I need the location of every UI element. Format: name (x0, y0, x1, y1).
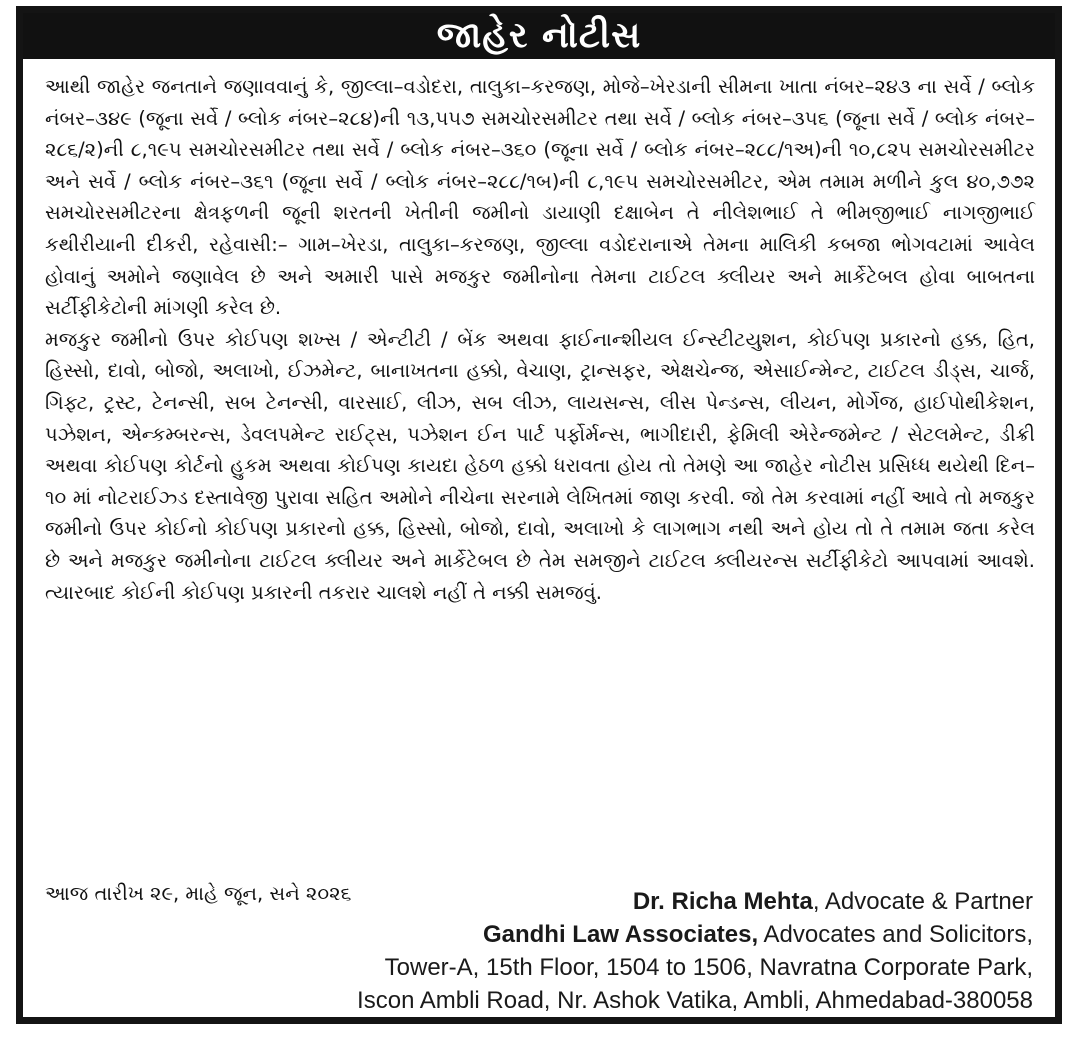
signatory-name: Dr. Richa Mehta (632, 888, 813, 915)
notice-body (45, 71, 1035, 608)
notice-header (23, 13, 1055, 59)
firm-description: Advocates and Solicitors, (758, 921, 1033, 948)
address-line-1: Tower-A, 15th Floor, 1504 to 1506, Navratna Corporate Park, (384, 954, 1033, 981)
signatory-role: , Advocate & Partner (812, 888, 1033, 915)
signature-block (357, 885, 1033, 1017)
firm-name: Gandhi Law Associates, (482, 921, 759, 948)
notice-title: જાહેર નોટીસ (436, 15, 642, 56)
notice-paragraph-2: મજકુર જમીનો ઉપર કોઈપણ શખ્સ / એન્ટીટી / બેંક અથવા ફાઈનાન્શીયલ ઈન્સ્ટીટયુશન, કોઈપણ પ્રકારનો હક્ક, હિત, હિસ્સો, દાવો, બોજો, અલાખો, ઈઝમેન્ટ, બાનાખતના હક્કો, વેચાણ, ટ્રાન્સફર, એક્ષચેન્જ, એસાઈન્મેન્ટ, ટાઈટલ ડીડ્સ, ચાર્જ, ગિફ્ટ, ટ્રસ્ટ, ટેનન્સી, સબ ટેનન્સી, વારસાઈ, લીઝ, સબ લીઝ, લાયસન્સ, લીસ પેન્ડન્સ, લીયન, મોર્ગેજ, હાઈપોથીકેશન, પઝેશન, એન્કમ્બરન્સ, ડેવલપમેન્ટ રાઈટ્સ, પઝેશન ઈન પાર્ટ પર્ફોર્મન્સ, ભાગીદારી, ફેમિલી એરેન્જમેન્ટ / સેટલમેન્ટ, ડીક્રી અથવા કોઈપણ કોર્ટનો હુકમ અથવા કોઈપણ કાયદા હેઠળ હક્કો ધરાવતા હોય તો તેમણે આ જાહેર નોટીસ પ્રસિધ્ધ થયેથી દિન–૧૦ માં નોટરાઈઝ્ડ દસ્તાવેજી પુરાવા સહિત અમોને નીચેના સરનામે લેખિતમાં જાણ કરવી. જો તેમ કરવામાં નહીં આવે તો મજકુર જમીનો ઉપર કોઈનો કોઈપણ પ્રકારનો હક્ક, હિસ્સો, બોજો, દાવો, અલાખો કે લાગભાગ નથી અને હોય તો તે તમામ જતા કરેલ છે અને મજકુર જમીનોના ટાઈટલ ક્લીયર અને માર્કેટેબલ છે તેમ સમજીને ટાઈટલ ક્લીયરન્સ સર્ટીફીકેટો આપવામાં આવશે. ત્યારબાદ કોઈની કોઈપણ પ્રકારની તકરાર ચાલશે નહીં તે નક્કી સમજવું. (45, 327, 1035, 604)
firm-line (357, 918, 1033, 951)
signatory-line (357, 885, 1033, 918)
notice-date: આજ તારીખ ૨૯, માહે જૂન, સને ૨૦૨૬ (45, 882, 352, 905)
address-line-2: Iscon Ambli Road, Nr. Ashok Vatika, Ambli, Ahmedabad-380058 (357, 987, 1033, 1014)
notice-paragraph-1: આથી જાહેર જનતાને જણાવવાનું કે, જીલ્લા–વડોદરા, તાલુકા–કરજણ, મોજે–ખેરડાની સીમના ખાતા નંબર–૨૪૩ ના સર્વે / બ્લોક નંબર–૩૪૯ (જૂના સર્વે / બ્લોક નંબર–૨૮૪)ની ૧૩,૫૫૭ સમચોરસમીટર તથા સર્વે / બ્લોક નંબર–૩૫૬ (જૂના સર્વે / બ્લોક નંબર–૨૮૬/૨)ની ૮,૧૯૫ સમચોરસમીટર તથા સર્વે / બ્લોક નંબર–૩૬૦ (જૂના સર્વે / બ્લોક નંબર–૨૮૮/૧અ)ની ૧૦,૮૨૫ સમચોરસમીટર અને સર્વે / બ્લોક નંબર–૩૬૧ (જૂના સર્વે / બ્લોક નંબર–૨૮૮/૧બ)ની ૮,૧૯૫ સમચોરસમીટર, એમ તમામ મળીને કુલ ૪૦,૭૭૨ સમચોરસમીટરના ક્ષેત્રફળની જૂની શરતની ખેતીની જમીનો ડાયાણી દક્ષાબેન તે નીલેશભાઈ તે ભીમજીભાઈ નાગજીભાઈ કથીરીયાની દીકરી, રહેવાસી:– ગામ–ખેરડા, તાલુકા–કરજણ, જીલ્લા વડોદરાનાએ તેમના માલિકી કબજા ભોગવટામાં આવેલ હોવાનું અમોને જણાવેલ છે અને અમારી પાસે મજકુર જમીનોના તેમના ટાઈટલ ક્લીયર અને માર્કેટેબલ હોવા બાબતના સર્ટીફીકેટોની માંગણી કરેલ છે. (45, 75, 1035, 320)
public-notice (16, 6, 1062, 1024)
